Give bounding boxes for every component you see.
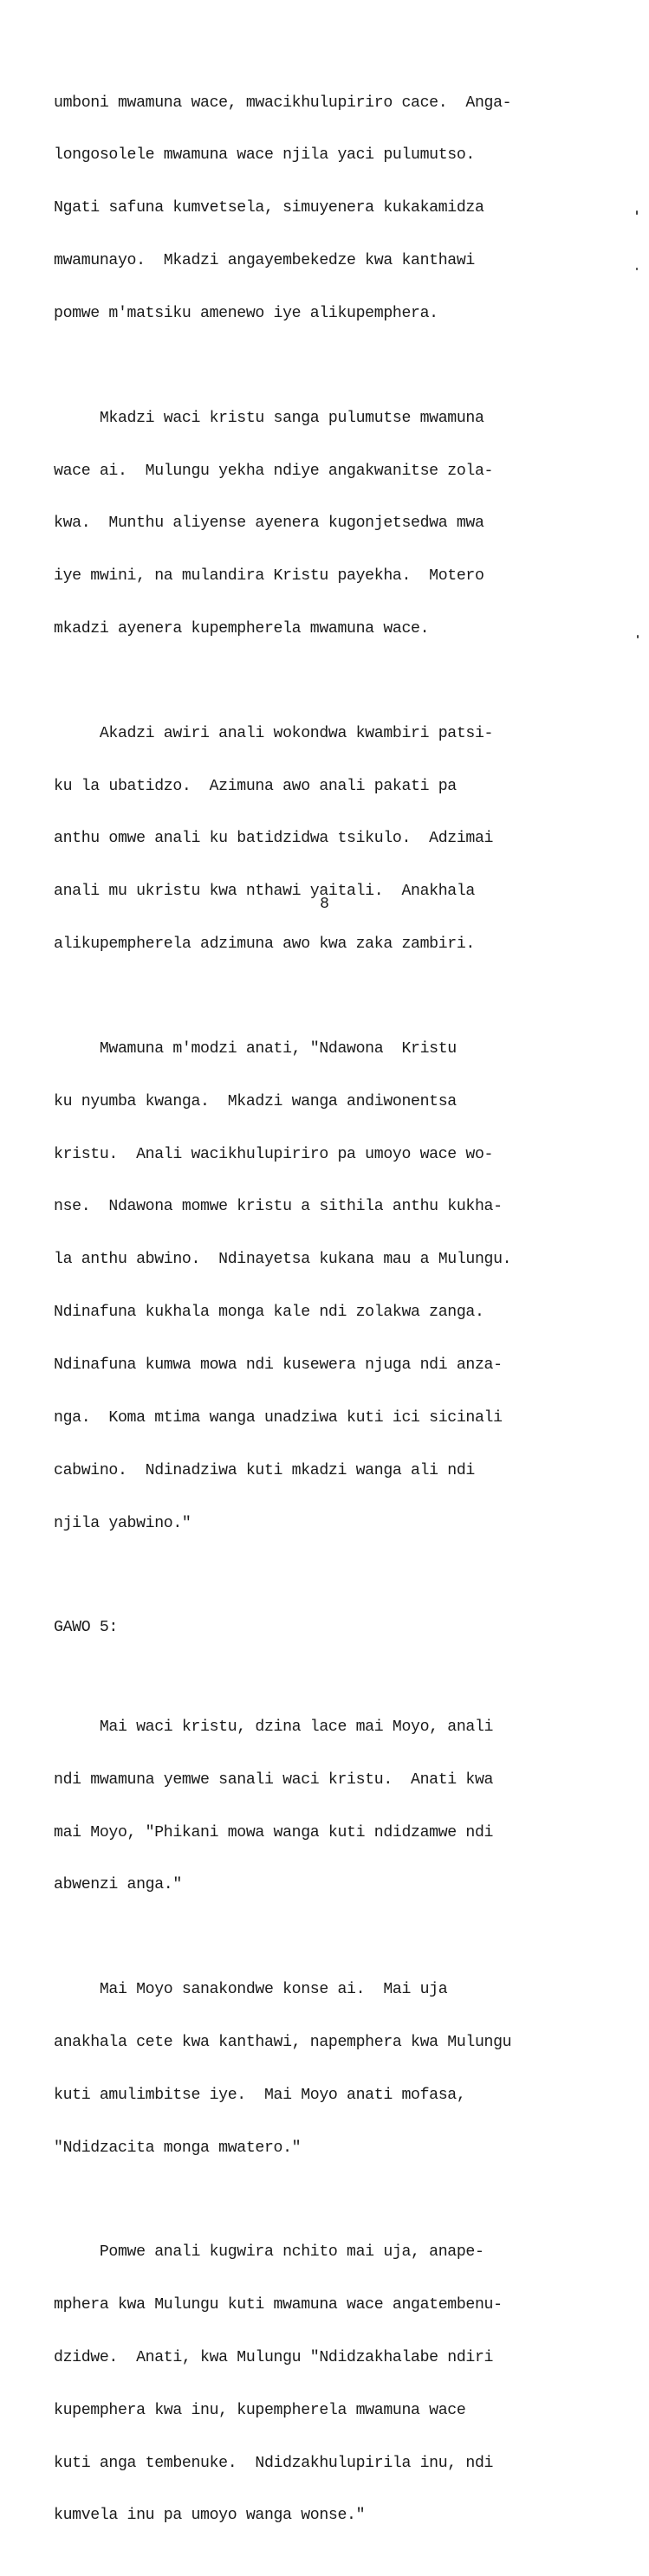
text-line: Mai Moyo sanakondwe konse ai. Mai uja: [54, 1980, 448, 1998]
text-line: nse. Ndawona momwe kristu a sithila anthu kukha-: [54, 1198, 503, 1216]
text-line: ku nyumba kwanga. Mkadzi wanga andiwonentsa: [54, 1092, 457, 1110]
text-line: anali mu ukristu kwa nthawi yaitali. Anakhala: [54, 883, 475, 901]
section-heading: [54, 1584, 582, 1672]
text-line: la anthu abwino. Ndinayetsa kukana mau a Mulungu.: [54, 1251, 512, 1269]
text-line: nga. Koma mtima wanga unadziwa kuti ici sicinali: [54, 1408, 503, 1427]
text-line: mkadzi ayenera kupempherela mwamuna wace.: [54, 620, 430, 638]
text-line: Mwamuna m'modzi anati, "Ndawona Kristu: [54, 1039, 457, 1058]
text-line: iye mwini, na mulandira Kristu payekha. Motero: [54, 567, 484, 586]
text-line: Ngati safuna kumvetsela, simuyenera kukakamidza: [54, 199, 484, 217]
text-line: alikupempherela adzimuna awo kwa zaka zambiri.: [54, 935, 475, 954]
text-line: cabwino. Ndinadziwa kuti mkadzi wanga ali ndi: [54, 1461, 475, 1479]
paragraph-6: [54, 1945, 582, 2191]
text-line: kristu. Anali wacikhulupiriro pa umoyo wace wo-: [54, 1145, 494, 1163]
paragraph-4: [54, 1005, 582, 1568]
text-line: Ndinafuna kukhala monga kale ndi zolakwa zanga.: [54, 1304, 484, 1322]
text-line: Mai waci kristu, dzina lace mai Moyo, anali: [54, 1718, 494, 1736]
text-line: umboni mwamuna wace, mwacikhulupiriro cace. Anga-: [54, 94, 512, 112]
text-line: wace ai. Mulungu yekha ndiye angakwanitse zola-: [54, 462, 494, 480]
text-line: njila yabwino.": [54, 1514, 191, 1532]
paragraph-7: [54, 2208, 582, 2560]
text-line: Mkadzi waci kristu sanga pulumutse mwamuna: [54, 409, 484, 427]
scan-speck: [637, 635, 639, 638]
heading-text: GAWO 5:: [54, 1619, 118, 1637]
text-line: Ndinafuna kumwa mowa ndi kusewera njuga ndi anza-: [54, 1356, 503, 1375]
text-line: pomwe m'matsiku amenewo iye alikupemphera.: [54, 305, 438, 323]
paragraph-3: [54, 689, 582, 988]
text-line: Pomwe anali kugwira nchito mai uja, anape-: [54, 2243, 484, 2262]
text-line: mphera kwa Mulungu kuti mwamuna wace angatembenu-: [54, 2295, 503, 2314]
page-number: 8: [320, 896, 329, 913]
scan-speck: [636, 210, 638, 215]
text-line: Akadzi awiri anali wokondwa kwambiri patsi-: [54, 724, 494, 742]
text-line: mai Moyo, "Phikani mowa wanga kuti ndidzamwe ndi: [54, 1823, 494, 1841]
text-line: abwenzi anga.": [54, 1876, 182, 1894]
text-line: ku la ubatidzo. Azimuna awo anali pakati pa: [54, 777, 457, 795]
text-line: kupemphera kwa inu, kupempherela mwamuna wace: [54, 2401, 466, 2419]
paragraph-2: [54, 374, 582, 673]
text-line: mwamunayo. Mkadzi angayembekedze kwa kanthawi: [54, 252, 475, 270]
text-line: ndi mwamuna yemwe sanali waci kristu. Anati kwa: [54, 1770, 494, 1789]
text-line: longosolele mwamuna wace njila yaci pulumutso.: [54, 146, 475, 165]
text-line: anakhala cete kwa kanthawi, napemphera kwa Mulungu: [54, 2033, 512, 2051]
paragraph-5: [54, 1683, 582, 1929]
body-text: [54, 59, 582, 2576]
text-line: kuti anga tembenuke. Ndidzakhulupirila inu, ndi: [54, 2454, 494, 2472]
text-line: kumvela inu pa umoyo wanga wonse.": [54, 2507, 366, 2525]
paragraph-1: [54, 59, 582, 358]
scan-speck: [636, 268, 638, 270]
text-line: dzidwe. Anati, kwa Mulungu "Ndidzakhalabe ndiri: [54, 2348, 494, 2366]
text-line: kuti amulimbitse iye. Mai Moyo anati mofasa,: [54, 2086, 466, 2104]
text-line: kwa. Munthu aliyense ayenera kugonjetsedwa mwa: [54, 515, 484, 533]
text-line: anthu omwe anali ku batidzidwa tsikulo. Adzimai: [54, 830, 494, 848]
text-line: "Ndidzacita monga mwatero.": [54, 2139, 302, 2157]
